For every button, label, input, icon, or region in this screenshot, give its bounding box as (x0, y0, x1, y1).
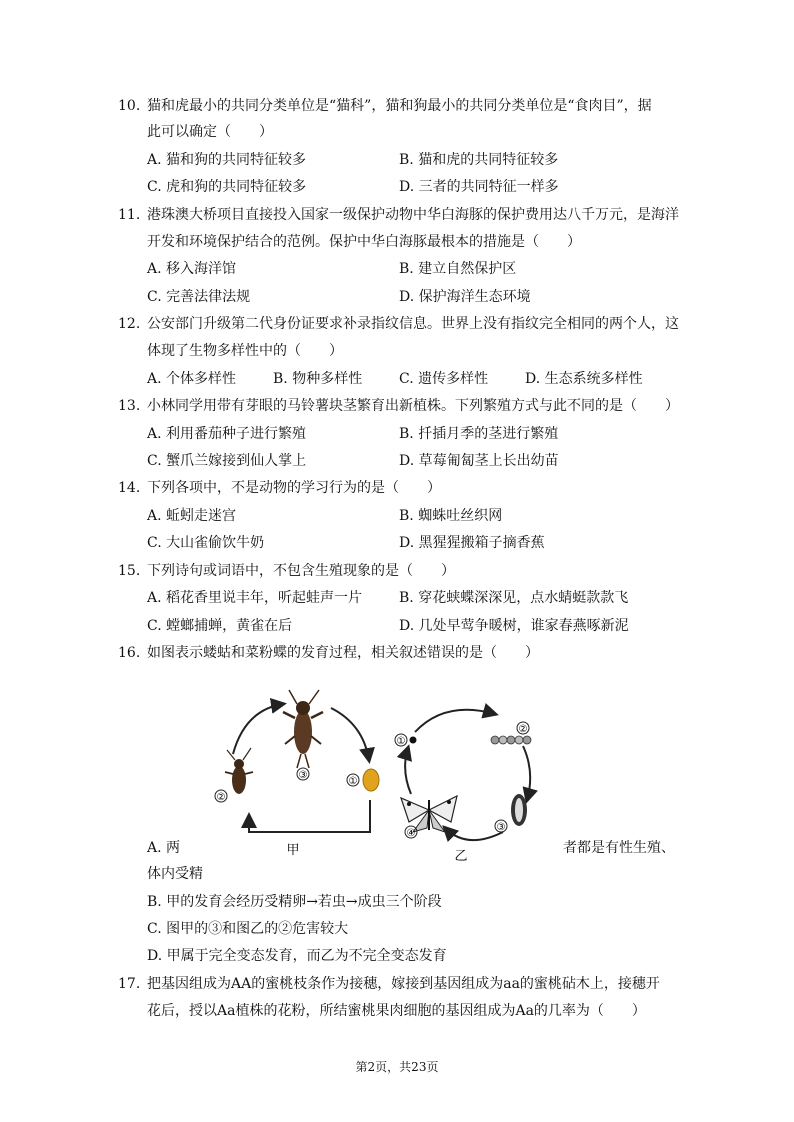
q15-option-b: B. 穿花蛱蝶深深见，点水蜻蜓款款飞 (399, 590, 629, 606)
svg-text:①: ① (348, 776, 358, 787)
jia-label: 甲 (286, 843, 300, 858)
svg-text:③: ③ (496, 822, 506, 833)
q12-number: 12. (118, 316, 141, 332)
q11-text-line2: 开发和环境保护结合的范例。保护中华白海豚最根本的措施是（ ） (147, 234, 581, 250)
q11-option-c: C. 完善法律法规 (147, 289, 251, 305)
q11-text-line1: 港珠澳大桥项目直接投入国家一级保护动物中华白海豚的保护费用达八千万元，是海洋 (147, 207, 679, 223)
q10-option-b: B. 猫和虎的共同特征较多 (399, 152, 559, 168)
q11-option-a: A. 移入海洋馆 (147, 261, 237, 277)
jia-mark-2 (215, 790, 227, 803)
butterfly-egg-icon (410, 737, 417, 744)
q12-text-line1: 公安部门升级第二代身份证要求补录指纹信息。世界上没有指纹完全相同的两个人，这 (147, 316, 679, 332)
svg-text:②: ② (216, 792, 226, 803)
q10-text-line1: 猫和虎最小的共同分类单位是“猫科”，猫和狗最小的共同分类单位是“食肉目”，据 (147, 98, 652, 114)
q10-option-d: D. 三者的共同特征一样多 (399, 179, 559, 195)
q16-option-a-start: A. 两 (147, 840, 181, 856)
q10-text-line2: 此可以确定（ ） (147, 124, 273, 140)
q13-text-line1: 小林同学用带有芽眼的马铃薯块茎繁育出新植株。下列繁殖方式与此不同的是（ ） (147, 398, 679, 414)
svg-text:①: ① (396, 736, 406, 747)
q12-text-line2: 体现了生物多样性中的（ ） (147, 343, 343, 359)
q14-text-line1: 下列各项中，不是动物的学习行为的是（ ） (147, 480, 441, 496)
jia-arrow-2 (331, 708, 369, 760)
q15-option-d: D. 几处早莺争暖树，谁家春燕啄新泥 (399, 618, 629, 634)
yi-mark-1 (395, 734, 407, 747)
q11-option-b: B. 建立自然保护区 (399, 261, 517, 277)
yi-label: 乙 (454, 849, 468, 862)
q16-text-line1: 如图表示蝼蛄和菜粉蝶的发育过程，相关叙述错误的是（ ） (147, 645, 539, 661)
q17-text-line1: 把基因组成为AA的蜜桃枝条作为接穗，嫁接到基因组成为aa的蜜桃砧木上，接穗开 (147, 976, 660, 992)
q15-number: 15. (118, 563, 141, 579)
q16-number: 16. (118, 645, 141, 661)
q14-option-d: D. 黑猩猩搬箱子摘香蕉 (399, 535, 545, 551)
yi-arrow-1 (415, 710, 495, 732)
yi-arrow-4 (405, 748, 411, 794)
q13-option-a: A. 利用番茄种子进行繁殖 (147, 426, 307, 442)
q14-option-c: C. 大山雀偷饮牛奶 (147, 535, 265, 551)
jia-arrow-3 (249, 800, 370, 832)
q13-option-c: C. 蟹爪兰嫁接到仙人掌上 (147, 453, 307, 469)
mole-cricket-egg-icon (363, 769, 379, 791)
mole-cricket-adult-icon (283, 690, 323, 768)
development-cycle-figure (205, 682, 565, 862)
q12-option-c: C. 遗传多样性 (399, 371, 489, 387)
q10-number: 10. (118, 98, 141, 114)
q14-option-a: A. 蚯蚓走迷宫 (147, 508, 237, 524)
q17-number: 17. (118, 976, 141, 992)
yi-mark-2 (517, 722, 529, 735)
q10-option-a: A. 猫和狗的共同特征较多 (147, 152, 307, 168)
jia-mark-1 (347, 774, 359, 787)
q13-number: 13. (118, 398, 141, 414)
q16-option-b: B. 甲的发育会经历受精卵→若虫→成虫三个阶段 (147, 894, 442, 910)
svg-text:④: ④ (406, 828, 416, 839)
yi-arrow-3 (445, 828, 503, 840)
pupa-icon (511, 794, 527, 826)
mole-cricket-nymph-icon (225, 748, 253, 794)
q16-option-c: C. 图甲的③和图乙的②危害较大 (147, 921, 349, 937)
q12-option-a: A. 个体多样性 (147, 371, 237, 387)
svg-text:②: ② (518, 724, 528, 735)
q12-option-d: D. 生态系统多样性 (525, 371, 643, 387)
yi-arrow-2 (523, 746, 530, 800)
q13-option-b: B. 扦插月季的茎进行繁殖 (399, 426, 559, 442)
q13-option-d: D. 草莓匍匐茎上长出幼苗 (399, 453, 559, 469)
q15-option-c: C. 螳螂捕蝉，黄雀在后 (147, 618, 293, 634)
q16-option-d: D. 甲属于完全变态发育，而乙为不完全变态发育 (147, 948, 447, 964)
jia-arrow-1 (233, 704, 283, 754)
q15-option-a: A. 稻花香里说丰年，听起蛙声一片 (147, 590, 363, 606)
q17-text-line2: 花后，授以Aa植株的花粉，所结蜜桃果肉细胞的基因组成为Aa的几率为（ ） (147, 1003, 646, 1019)
q11-number: 11. (118, 207, 141, 223)
caterpillar-icon (491, 736, 531, 744)
q15-text-line1: 下列诗句或词语中，不包含生殖现象的是（ ） (147, 563, 455, 579)
yi-mark-4 (405, 826, 417, 839)
q10-option-c: C. 虎和狗的共同特征较多 (147, 179, 307, 195)
jia-mark-3 (297, 768, 309, 781)
q16-option-a-end: 者都是有性生殖、 (563, 840, 675, 856)
q16-option-a-continued: 体内受精 (147, 866, 203, 882)
page-footer: 第2页，共23页 (355, 1060, 439, 1074)
svg-text:③: ③ (298, 770, 308, 781)
yi-mark-3 (495, 820, 507, 833)
q11-option-d: D. 保护海洋生态环境 (399, 289, 531, 305)
q14-option-b: B. 蜘蛛吐丝织网 (399, 508, 503, 524)
q12-option-b: B. 物种多样性 (273, 371, 363, 387)
q14-number: 14. (118, 480, 141, 496)
